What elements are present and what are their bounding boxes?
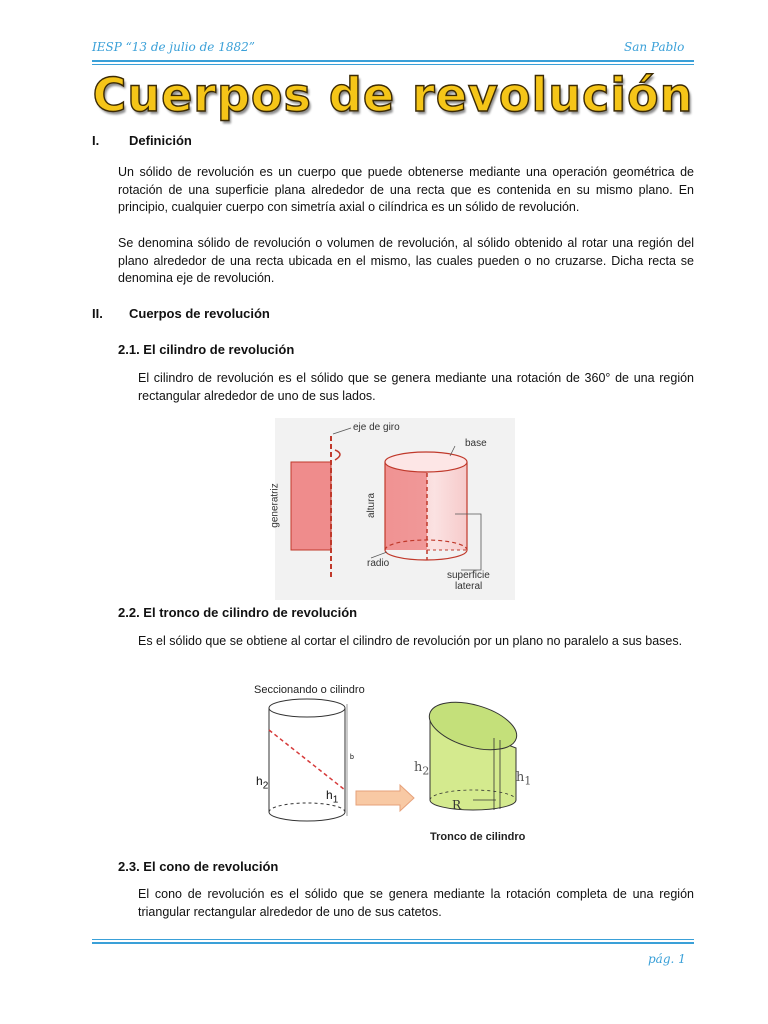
subsection-cilindro-title: 2.1. El cilindro de revolución xyxy=(118,342,295,357)
section-number: I. xyxy=(92,133,100,148)
section-cuerpos xyxy=(92,306,392,324)
subsection-tronco-title: 2.2. El tronco de cilindro de revolución xyxy=(118,605,358,620)
tronco-text: Es el sólido que se obtiene al cortar el cilindro de revolución por un plano no paralelo a sus bases. xyxy=(138,634,683,648)
page-title: Cuerpos de revolución xyxy=(92,68,694,122)
footer-rule xyxy=(92,942,694,944)
label-h2-right-sub: 2 xyxy=(422,764,430,778)
base-label: base xyxy=(465,438,487,449)
caption-seccionando: Seccionando o cilindro xyxy=(254,684,365,696)
page-number: pág. 1 xyxy=(648,952,686,966)
section-number: II. xyxy=(92,306,103,321)
header-rule-thin xyxy=(92,64,694,65)
label-h1-right-letter: h xyxy=(516,770,525,785)
label-h2-right xyxy=(414,760,429,778)
label-h1-right xyxy=(516,770,531,788)
cylinder-section xyxy=(385,462,427,550)
cutting-plane-line xyxy=(269,730,345,790)
label-h1-left xyxy=(326,788,338,805)
section-title: Definición xyxy=(129,133,192,148)
header-location: San Pablo xyxy=(624,40,685,54)
generatrix-label: generatriz xyxy=(269,483,281,528)
label-h1-left-letter: h xyxy=(326,788,333,802)
height-label: altura xyxy=(366,492,378,519)
cylinder-figure xyxy=(269,418,515,600)
left-cylinder-top xyxy=(269,699,345,717)
radius-label: radio xyxy=(367,558,390,569)
label-h2-left-sub: 2 xyxy=(262,780,269,792)
footer-rule-thin xyxy=(92,939,694,940)
label-h1-left-sub: 1 xyxy=(332,794,339,806)
truncated-cylinder-figure xyxy=(250,682,550,848)
subsection-cono-title: 2.3. El cono de revolución xyxy=(118,859,279,874)
section-title: Cuerpos de revolución xyxy=(129,306,270,321)
lateral-surface-label-1: superficie xyxy=(447,570,490,581)
cilindro-text: El cilindro de revolución es el sólido que se genera mediante una rotación de 360° de una región rectangular alrededor de uno de sus lados. xyxy=(138,371,694,403)
header-rule xyxy=(92,60,694,62)
definition-paragraph-1: Un sólido de revolución es un cuerpo que puede obtenerse mediante una operación geométrica de rotación de una superficie plana alrededor de una recta que es contenida en su mismo plano. En principio, cualquier cuerpo con simetría axial o cilíndrica es un sólido de revolución. xyxy=(118,165,694,214)
section-definicion xyxy=(92,133,392,151)
label-h2-left-letter: h xyxy=(256,774,263,788)
cono-text: El cono de revolución es el sólido que se genera mediante la rotación completa de una región triangular rectangular alrededor de uno de sus catetos. xyxy=(138,887,694,919)
cylinder-top-base xyxy=(385,452,467,472)
left-cylinder-bottom-front xyxy=(269,812,345,821)
definition-paragraph-2: Se denomina sólido de revolución o volumen de revolución, al sólido obtenido al rotar una región del plano alrededor de una recta ubicada en el mismo, las cuales pueden o no cruzarse. Dicha recta se denomina eje de revolución. xyxy=(118,236,694,285)
generating-rectangle xyxy=(291,462,331,550)
label-h2-right-letter: h xyxy=(414,760,423,775)
label-h1-right-sub: 1 xyxy=(524,774,532,788)
label-h2-left xyxy=(256,774,268,791)
header-institution: IESP “13 de julio de 1882” xyxy=(92,40,255,54)
truncated-cylinder-svg xyxy=(250,682,550,848)
lateral-surface-label-2: lateral xyxy=(455,581,483,592)
caption-tronco: Tronco de cilindro xyxy=(430,831,526,843)
label-r: R xyxy=(452,798,462,812)
axis-label: eje de giro xyxy=(353,422,400,433)
label-b: b xyxy=(350,754,354,761)
transform-arrow xyxy=(356,785,414,811)
